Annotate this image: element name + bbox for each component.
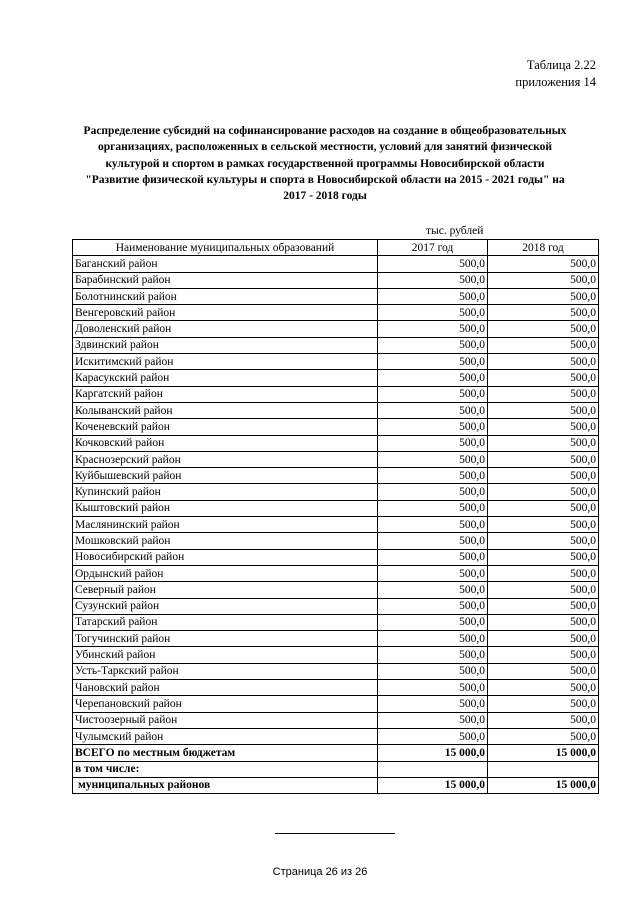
value-2018: 500,0 [488, 614, 599, 630]
value-2018: 500,0 [488, 337, 599, 353]
table-row [73, 435, 599, 451]
document-title: Распределение субсидий на софинансирование расходов на создание в общеобразовательных организациях, расположенных в сельской местности, условий для занятий физической культурой и спортом в рамках государственной программы Новосибирской области "Развитие физической культуры и спорта в Новосибирской области на 2015 - 2021 годы" на 2017 - 2018 годы [83, 125, 567, 203]
table-row [73, 647, 599, 663]
value-2017: 500,0 [378, 370, 488, 386]
district-name: Ордынский район [73, 565, 378, 581]
table-row [73, 354, 599, 370]
value-2018: 500,0 [488, 451, 599, 467]
table-row [73, 402, 599, 418]
value-2017: 500,0 [378, 728, 488, 744]
total-label: ВСЕГО по местным бюджетам [73, 745, 378, 761]
value-2017: 500,0 [378, 354, 488, 370]
table-row [73, 370, 599, 386]
value-2018: 500,0 [488, 321, 599, 337]
value-2017: 500,0 [378, 468, 488, 484]
district-name: Болотнинский район [73, 288, 378, 304]
table-row [73, 680, 599, 696]
value-2017: 500,0 [378, 451, 488, 467]
value-2018: 500,0 [488, 288, 599, 304]
value-2017: 500,0 [378, 712, 488, 728]
table-body [73, 256, 599, 745]
district-name: Искитимский район [73, 354, 378, 370]
total-row [73, 745, 599, 761]
appendix-number: приложения 14 [515, 75, 596, 89]
district-name: Доволенский район [73, 321, 378, 337]
municipal-2017: 15 000,0 [378, 777, 488, 793]
header-2018: 2018 год [488, 240, 599, 256]
district-name: Колыванский район [73, 402, 378, 418]
value-2017: 500,0 [378, 402, 488, 418]
district-name: Барабинский район [73, 272, 378, 288]
table-row [73, 533, 599, 549]
including-row [73, 761, 599, 777]
value-2017: 500,0 [378, 337, 488, 353]
value-2018: 500,0 [488, 631, 599, 647]
value-2017: 500,0 [378, 321, 488, 337]
value-2017: 500,0 [378, 305, 488, 321]
value-2018: 500,0 [488, 549, 599, 565]
district-name: Убинский район [73, 647, 378, 663]
value-2017: 500,0 [378, 696, 488, 712]
table-row [73, 256, 599, 272]
value-2017: 500,0 [378, 484, 488, 500]
table-row [73, 631, 599, 647]
table-row [73, 321, 599, 337]
municipal-row [73, 777, 599, 793]
value-2017: 500,0 [378, 419, 488, 435]
including-label: в том числе: [73, 761, 378, 777]
table-row [73, 419, 599, 435]
value-2017: 500,0 [378, 517, 488, 533]
district-name: Маслянинский район [73, 517, 378, 533]
municipal-2018: 15 000,0 [488, 777, 599, 793]
value-2018: 500,0 [488, 500, 599, 516]
table-row [73, 549, 599, 565]
district-name: Купинский район [73, 484, 378, 500]
value-2017: 500,0 [378, 435, 488, 451]
table-reference [515, 57, 596, 91]
value-2017: 500,0 [378, 256, 488, 272]
district-name: Тогучинский район [73, 631, 378, 647]
header-2017: 2017 год [378, 240, 488, 256]
value-2018: 500,0 [488, 305, 599, 321]
table-row [73, 305, 599, 321]
district-name: Чистоозерный район [73, 712, 378, 728]
value-2017: 500,0 [378, 288, 488, 304]
table-row [73, 272, 599, 288]
value-2017: 500,0 [378, 631, 488, 647]
value-2017: 500,0 [378, 533, 488, 549]
table-row [73, 728, 599, 744]
district-name: Татарский район [73, 614, 378, 630]
value-2018: 500,0 [488, 647, 599, 663]
value-2018: 500,0 [488, 419, 599, 435]
units-label: тыс. рублей [426, 225, 484, 237]
value-2018: 500,0 [488, 386, 599, 402]
table-header-row [73, 240, 599, 256]
table-row [73, 468, 599, 484]
table-row [73, 614, 599, 630]
value-2018: 500,0 [488, 565, 599, 581]
header-municipality: Наименование муниципальных образований [73, 240, 378, 256]
table-row [73, 386, 599, 402]
table-row [73, 337, 599, 353]
table-row [73, 663, 599, 679]
table-row [73, 288, 599, 304]
district-name: Черепановский район [73, 696, 378, 712]
value-2017: 500,0 [378, 272, 488, 288]
district-name: Венгеровский район [73, 305, 378, 321]
value-2017: 500,0 [378, 549, 488, 565]
footer-divider [275, 833, 395, 834]
value-2018: 500,0 [488, 370, 599, 386]
total-2018: 15 000,0 [488, 745, 599, 761]
district-name: Мошковский район [73, 533, 378, 549]
table-number: Таблица 2.22 [526, 58, 596, 72]
value-2017: 500,0 [378, 598, 488, 614]
value-2018: 500,0 [488, 272, 599, 288]
district-name: Северный район [73, 582, 378, 598]
value-2018: 500,0 [488, 402, 599, 418]
district-name: Чановский район [73, 680, 378, 696]
value-2018: 500,0 [488, 354, 599, 370]
value-2018: 500,0 [488, 728, 599, 744]
municipal-label: муниципальных районов [73, 777, 378, 793]
district-name: Чулымский район [73, 728, 378, 744]
district-name: Карасукский район [73, 370, 378, 386]
district-name: Каргатский район [73, 386, 378, 402]
value-2017: 500,0 [378, 386, 488, 402]
table-row [73, 582, 599, 598]
value-2018: 500,0 [488, 484, 599, 500]
district-name: Усть-Таркский район [73, 663, 378, 679]
table-row [73, 696, 599, 712]
table-row [73, 565, 599, 581]
table-row [73, 500, 599, 516]
value-2018: 500,0 [488, 256, 599, 272]
including-2018 [488, 761, 599, 777]
value-2018: 500,0 [488, 435, 599, 451]
value-2018: 500,0 [488, 712, 599, 728]
value-2018: 500,0 [488, 533, 599, 549]
value-2017: 500,0 [378, 500, 488, 516]
table-row [73, 517, 599, 533]
value-2018: 500,0 [488, 598, 599, 614]
district-name: Куйбышевский район [73, 468, 378, 484]
district-name: Новосибирский район [73, 549, 378, 565]
total-2017: 15 000,0 [378, 745, 488, 761]
value-2018: 500,0 [488, 468, 599, 484]
value-2017: 500,0 [378, 647, 488, 663]
value-2017: 500,0 [378, 614, 488, 630]
including-2017 [378, 761, 488, 777]
value-2017: 500,0 [378, 680, 488, 696]
table-row [73, 484, 599, 500]
value-2018: 500,0 [488, 517, 599, 533]
value-2017: 500,0 [378, 582, 488, 598]
table-row [73, 712, 599, 728]
subsidy-table [72, 239, 599, 794]
district-name: Краснозерский район [73, 451, 378, 467]
value-2018: 500,0 [488, 663, 599, 679]
district-name: Кочковский район [73, 435, 378, 451]
value-2018: 500,0 [488, 696, 599, 712]
district-name: Баганский район [73, 256, 378, 272]
district-name: Кыштовский район [73, 500, 378, 516]
district-name: Здвинский район [73, 337, 378, 353]
value-2018: 500,0 [488, 582, 599, 598]
table-row [73, 451, 599, 467]
table-row [73, 598, 599, 614]
district-name: Сузунский район [73, 598, 378, 614]
district-name: Коченевский район [73, 419, 378, 435]
value-2018: 500,0 [488, 680, 599, 696]
value-2017: 500,0 [378, 565, 488, 581]
page-number: Страница 26 из 26 [272, 866, 368, 878]
value-2017: 500,0 [378, 663, 488, 679]
